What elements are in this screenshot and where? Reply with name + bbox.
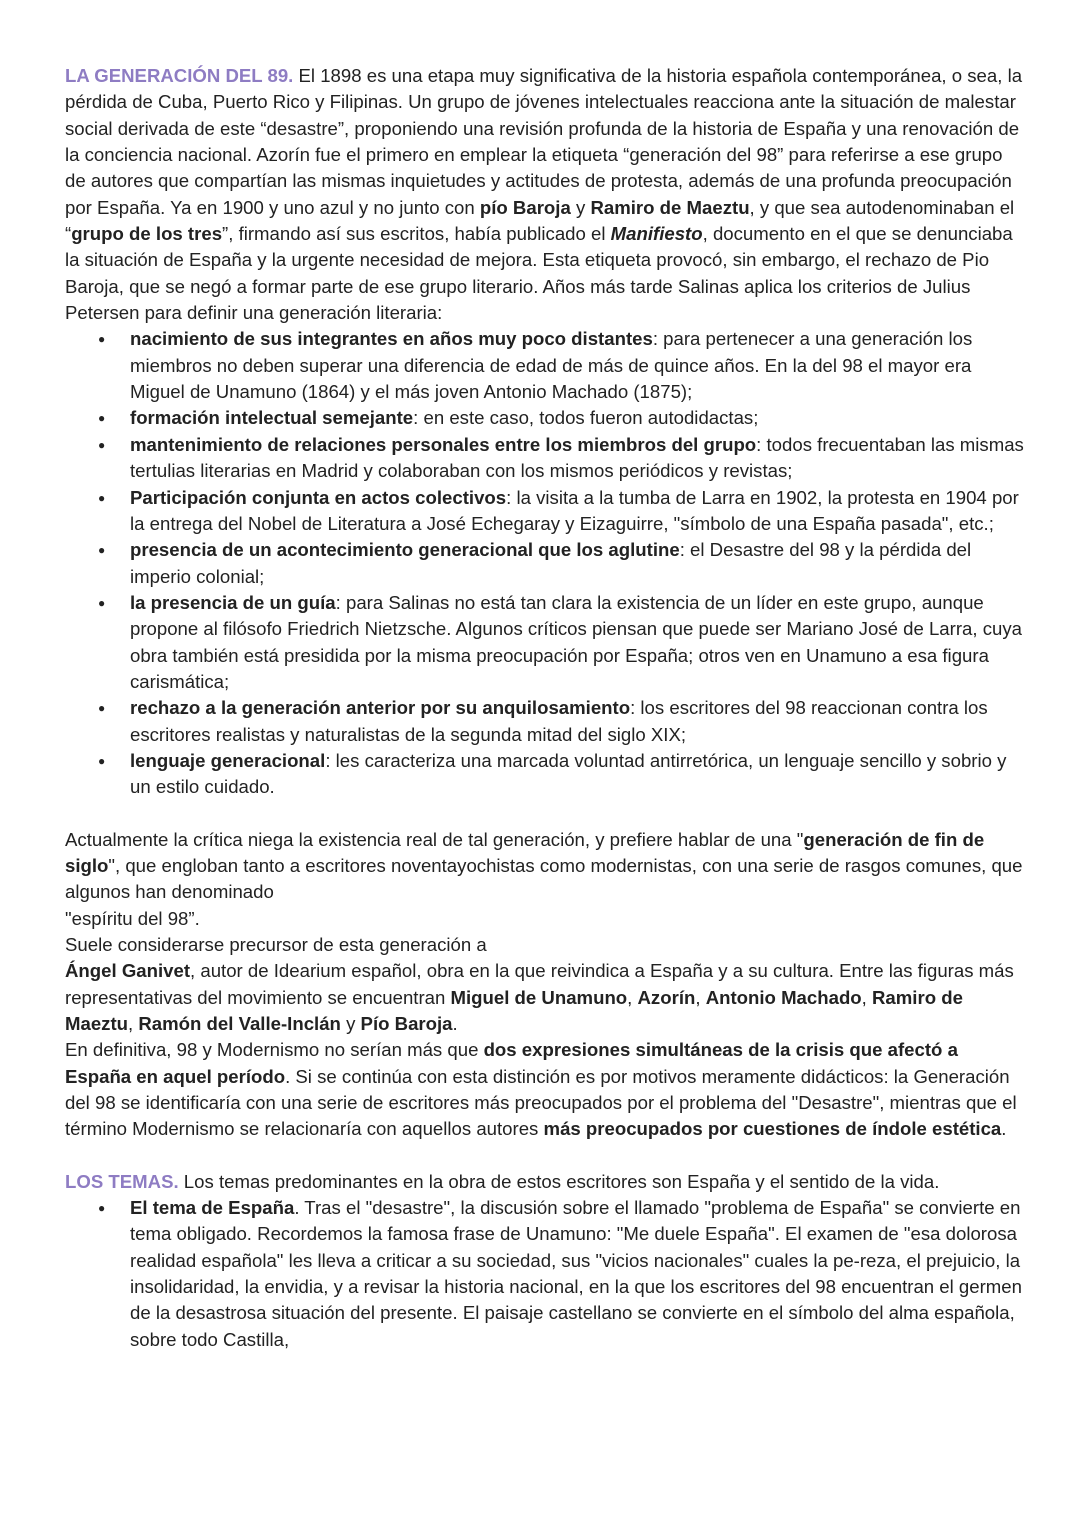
precursor-line: Suele considerarse precursor de esta generación a [65, 934, 487, 955]
critica-paragraph: Actualmente la crítica niega la existencia real de tal generación, y prefiere hablar de una "generación de fin de siglo", que engloban tanto a escritores noventayochistas como modernistas, con una serie de rasgos comunes, que algunos han denominado [65, 828, 1023, 903]
list-item: ● formación intelectual semejante: en este caso, todos fueron autodidactas; [65, 405, 1025, 431]
figures-paragraph: Ángel Ganivet, autor de Idearium español, obra en la que reivindica a España y a su cultura. Entre las figuras más representativas del movimiento se encuentran Miguel de Unamuno, Azorín, Antonio Machado, Ramiro de Maeztu, Ramón del Valle-Inclán y Pío Baroja. [65, 960, 1014, 1035]
definitiva-paragraph: En definitiva, 98 y Modernismo no serían más que dos expresiones simultáneas de la crisis que afectó a España en aquel período. Si se continúa con esta distinción es por motivos meramente didácticos: la Generación del 98 se identificaría con una serie de escritores más preocupados por el problema del "Desastre", mientras que el término Modernismo se relacionaría con aquellos autores más preocupados por cuestiones de índole estética. [65, 1039, 1017, 1140]
list-item: ● presencia de un acontecimiento generacional que los aglutine: el Desastre del 98 y la pérdida del imperio colonial; [65, 537, 1025, 590]
list-item: ● El tema de España. Tras el "desastre", la discusión sobre el llamado "problema de España" se convierte en tema obligado. Recordemos la famosa frase de Unamuno: "Me duele España". El examen de "esa dolorosa realidad española" les lleva a criticar a su sociedad, sus "vicios nacionales" cuales la pe-reza, el prejuicio, la insolidaridad, la envidia, y a revisar la historia nacional, en la que los escritores del 98 encuentran el germen de la desastrosa situación del presente. El paisaje castellano se convierte en el símbolo del alma española, sobre todo Castilla, [65, 1195, 1025, 1353]
intro-paragraph: LA GENERACIÓN DEL 89. El 1898 es una etapa muy significativa de la historia española contemporánea, o sea, la pérdida de Cuba, Puerto Rico y Filipinas. Un grupo de jóvenes intelectuales reacciona ante la situación de malestar social derivada de este “desastre”, proponiendo una revisión profunda de la historia de España y una renovación de la conciencia nacional. Azorín fue el primero en emplear la etiqueta “generación del 98” para referirse a ese grupo de autores que compartían las mismas inquietudes y actitudes de protesta, además de una profunda preocupación por España. Ya en 1900 y uno azul y no junto con pío Baroja y Ramiro de Maeztu, y que sea autodenominaban el “grupo de los tres”, firmando así sus escritos, había publicado el Manifiesto, documento en el que se denunciaba la situación de España y la urgente necesidad de mejora. Esta etiqueta provocó, sin embargo, el rechazo de Pio Baroja, que se negó a formar parte de ese grupo literario. Años más tarde Salinas aplica los criterios de Julius Petersen para definir una generación literaria: [65, 65, 1023, 324]
section-heading-temas: LOS TEMAS. [65, 1170, 179, 1192]
list-item: ● rechazo a la generación anterior por su anquilosamiento: los escritores del 98 reaccionan contra los escritores realistas y naturalistas de la segunda mitad del siglo XIX; [65, 695, 1025, 748]
temas-paragraph: LOS TEMAS. Los temas predominantes en la obra de estos escritores son España y el sentido de la vida. [65, 1170, 940, 1192]
list-item: ● nacimiento de sus integrantes en años muy poco distantes: para pertenecer a una generación los miembros no deben superar una diferencia de edad de más de quince años. En la del 98 el mayor era Miguel de Unamuno (1864) y el más joven Antonio Machado (1875); [65, 326, 1025, 405]
document-page [65, 63, 1025, 1353]
list-item: ● lenguaje generacional: les caracteriza una marcada voluntad antirretórica, un lenguaje sencillo y sobrio y un estilo cuidado. [65, 748, 1025, 801]
list-item: ● mantenimiento de relaciones personales entre los miembros del grupo: todos frecuentaban las mismas tertulias literarias en Madrid y colaboraban con los mismos periódicos y revistas; [65, 432, 1025, 485]
espiritu-line: "espíritu del 98”. [65, 907, 200, 929]
list-item: ● la presencia de un guía: para Salinas no está tan clara la existencia de un líder en este grupo, aunque propone al filósofo Friedrich Nietzsche. Algunos críticos piensan que puede ser Mariano José de Larra, cuya obra también está presidida por la misma preocupación por España; otros ven en Unamuno a esa figura carismática; [65, 590, 1025, 695]
spacer [65, 801, 1025, 827]
list-item: ● Participación conjunta en actos colectivos: la visita a la tumba de Larra en 1902, la protesta en 1904 por la entrega del Nobel de Literatura a José Echegaray y Eizaguirre, "símbolo de una España pasada", etc.; [65, 485, 1025, 538]
section-heading-generacion: LA GENERACIÓN DEL 89. [65, 65, 294, 86]
criteria-list [65, 326, 1025, 800]
temas-list [65, 1195, 1025, 1353]
spacer [65, 1143, 1025, 1169]
